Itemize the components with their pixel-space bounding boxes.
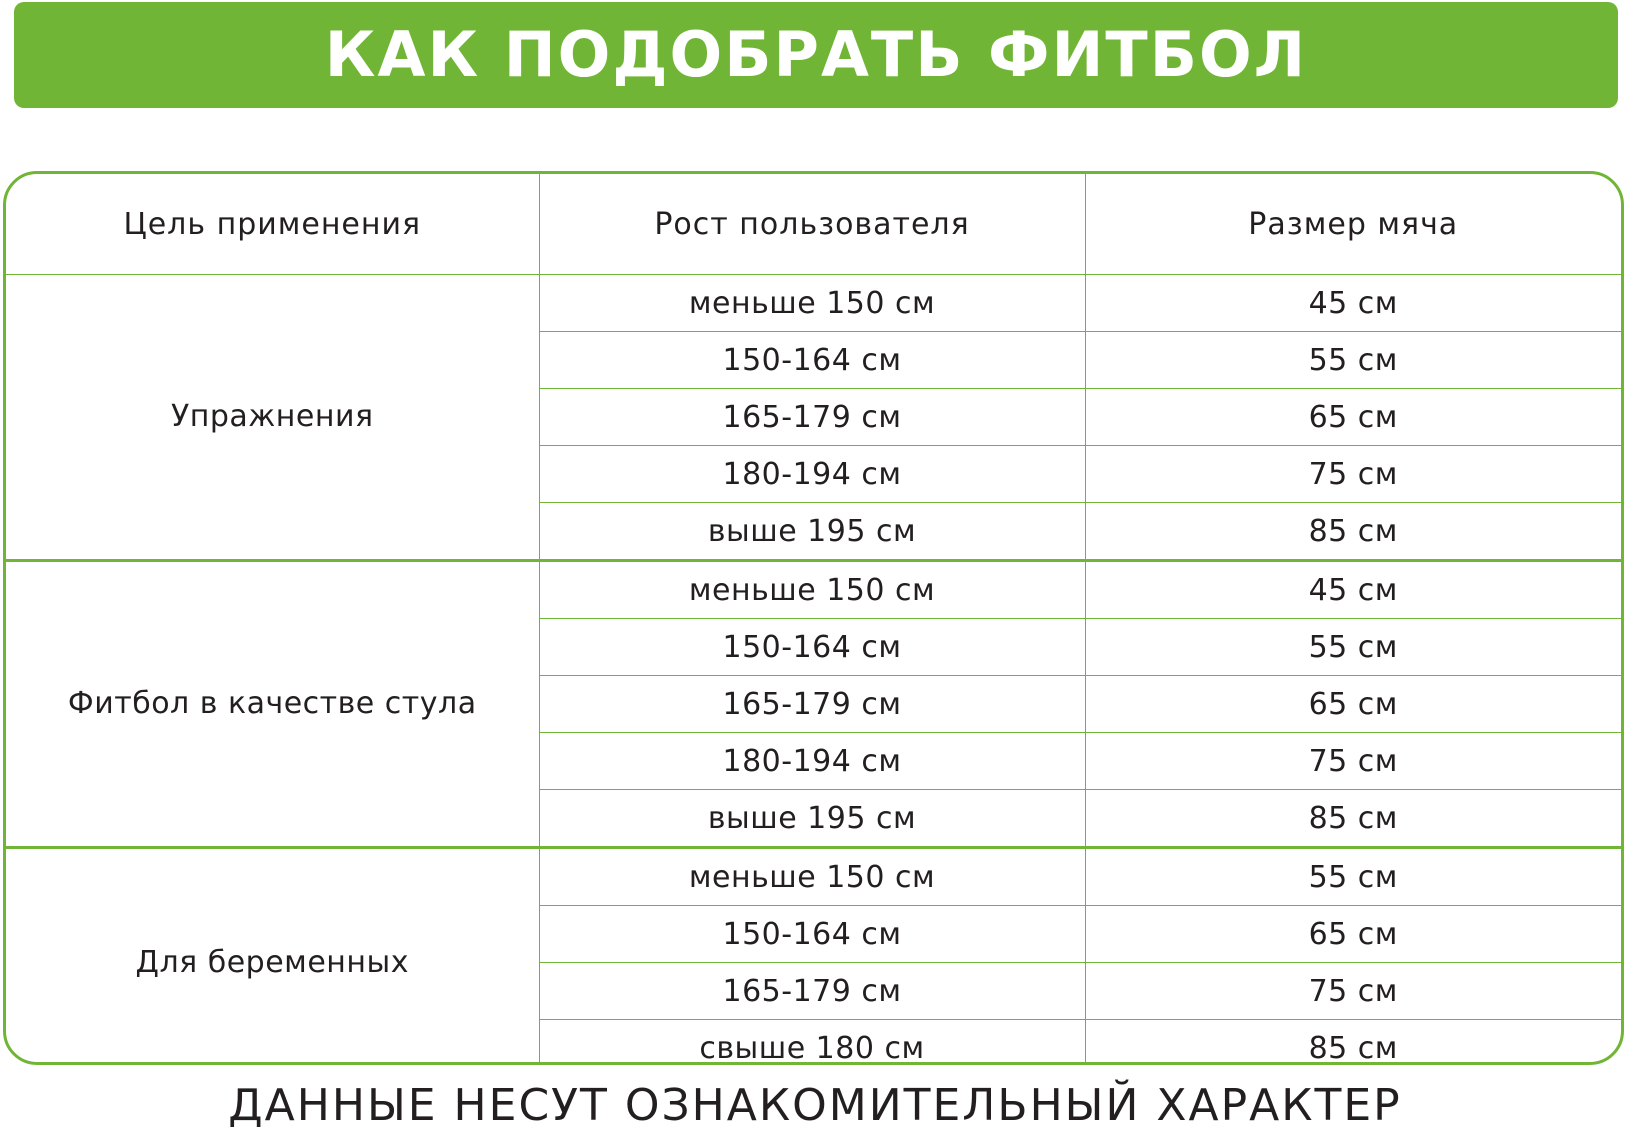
height-cell: 165-179 см bbox=[539, 676, 1085, 733]
size-cell: 65 см bbox=[1085, 389, 1621, 446]
size-table bbox=[6, 174, 1621, 1065]
size-cell: 75 см bbox=[1085, 963, 1621, 1020]
size-cell: 85 см bbox=[1085, 790, 1621, 848]
size-cell: 55 см bbox=[1085, 332, 1621, 389]
size-cell: 65 см bbox=[1085, 906, 1621, 963]
table-row bbox=[6, 275, 1621, 332]
size-table-frame bbox=[3, 171, 1624, 1065]
column-header-height: Рост пользователя bbox=[539, 174, 1085, 275]
disclaimer-text: ДАННЫЕ НЕСУТ ОЗНАКОМИТЕЛЬНЫЙ ХАРАКТЕР bbox=[228, 1080, 1402, 1131]
height-cell: меньше 150 см bbox=[539, 275, 1085, 332]
height-cell: 165-179 см bbox=[539, 963, 1085, 1020]
size-cell: 65 см bbox=[1085, 676, 1621, 733]
size-cell: 75 см bbox=[1085, 446, 1621, 503]
height-cell: выше 195 см bbox=[539, 790, 1085, 848]
group-purpose-cell: Для беременных bbox=[6, 848, 539, 1066]
size-cell: 85 см bbox=[1085, 503, 1621, 561]
height-cell: 150-164 см bbox=[539, 906, 1085, 963]
height-cell: меньше 150 см bbox=[539, 848, 1085, 906]
title-banner bbox=[14, 2, 1618, 108]
size-cell: 55 см bbox=[1085, 619, 1621, 676]
height-cell: меньше 150 см bbox=[539, 561, 1085, 619]
size-cell: 55 см bbox=[1085, 848, 1621, 906]
size-cell: 45 см bbox=[1085, 561, 1621, 619]
page-title: КАК ПОДОБРАТЬ ФИТБОЛ bbox=[324, 18, 1308, 91]
size-cell: 75 см bbox=[1085, 733, 1621, 790]
size-cell: 45 см bbox=[1085, 275, 1621, 332]
height-cell: 180-194 см bbox=[539, 446, 1085, 503]
column-header-size: Размер мяча bbox=[1085, 174, 1621, 275]
height-cell: свыше 180 см bbox=[539, 1020, 1085, 1066]
height-cell: 150-164 см bbox=[539, 332, 1085, 389]
table-body bbox=[6, 275, 1621, 1066]
table-row bbox=[6, 561, 1621, 619]
height-cell: 150-164 см bbox=[539, 619, 1085, 676]
group-purpose-cell: Упражнения bbox=[6, 275, 539, 561]
column-header-purpose: Цель применения bbox=[6, 174, 539, 275]
height-cell: выше 195 см bbox=[539, 503, 1085, 561]
height-cell: 165-179 см bbox=[539, 389, 1085, 446]
table-row bbox=[6, 848, 1621, 906]
size-cell: 85 см bbox=[1085, 1020, 1621, 1066]
table-header-row bbox=[6, 174, 1621, 275]
height-cell: 180-194 см bbox=[539, 733, 1085, 790]
group-purpose-cell: Фитбол в качестве стула bbox=[6, 561, 539, 848]
